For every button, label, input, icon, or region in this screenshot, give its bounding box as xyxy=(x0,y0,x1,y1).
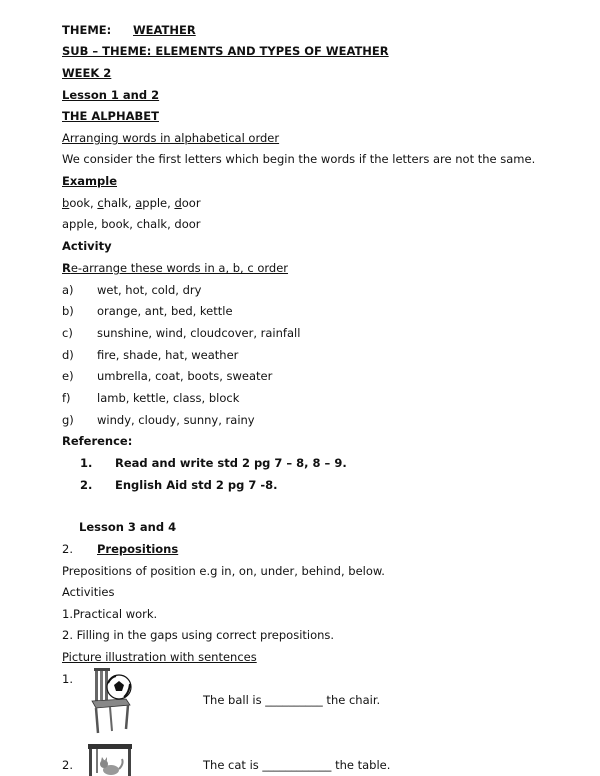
chair-back-slat xyxy=(95,671,98,701)
activities-label: Activities xyxy=(62,585,115,599)
cat-head xyxy=(100,760,108,768)
item-words: umbrella, coat, boots, sweater xyxy=(97,369,273,383)
item-letter: d) xyxy=(62,348,74,362)
item-words: windy, cloudy, sunny, rainy xyxy=(97,413,255,427)
table-top xyxy=(88,744,132,749)
activity-instruction-rest: e-arrange these words in a, b, c order xyxy=(70,261,289,275)
list-item xyxy=(62,326,562,340)
chair-leg xyxy=(96,708,98,733)
chair-back-slat xyxy=(100,670,103,700)
item-letter: c) xyxy=(62,326,73,340)
example-first-letter: c xyxy=(97,196,104,210)
item-words: orange, ant, bed, kettle xyxy=(97,304,233,318)
exercise-number: 1. xyxy=(62,672,73,686)
activity-instruction xyxy=(62,261,288,275)
sub-theme: SUB – THEME: ELEMENTS AND TYPES OF WEATHER xyxy=(62,44,389,58)
reference-text: English Aid std 2 pg 7 -8. xyxy=(115,478,278,492)
table-with-cat-picture xyxy=(86,742,136,776)
activity-item: 1.Practical work. xyxy=(62,607,158,621)
example-first-letter: d xyxy=(174,196,182,210)
example-word-rest: ook, xyxy=(69,196,98,210)
activity-item: 2. Filling in the gaps using correct prepositions. xyxy=(62,628,335,642)
example-words xyxy=(62,196,201,210)
chair-leg xyxy=(126,705,128,729)
reference-label: Reference: xyxy=(62,434,133,448)
prepositions-title: Prepositions xyxy=(97,542,179,556)
illustration-label: Picture illustration with sentences xyxy=(62,650,257,664)
theme-value: WEATHER xyxy=(133,23,196,37)
list-item xyxy=(62,283,562,297)
chair-back-top xyxy=(94,668,110,671)
example-word-rest: oor xyxy=(181,196,201,210)
list-item xyxy=(62,348,562,362)
activity-label: Activity xyxy=(62,239,112,253)
example-first-letter: b xyxy=(62,196,70,210)
topic-heading: THE ALPHABET xyxy=(62,109,159,123)
example-word-rest: halk, xyxy=(103,196,136,210)
item-letter: f) xyxy=(62,391,71,405)
list-item xyxy=(62,304,562,318)
item-words: fire, shade, hat, weather xyxy=(97,348,239,362)
reference-text: Read and write std 2 pg 7 – 8, 8 – 9. xyxy=(115,456,347,470)
item-letter: g) xyxy=(62,413,74,427)
alphabet-rule: We consider the first letters which begin the words if the letters are not the same. xyxy=(62,152,536,166)
reference-number: 2. xyxy=(80,478,93,492)
list-item xyxy=(62,391,562,405)
prepositions-heading xyxy=(62,542,562,556)
week-heading: WEEK 2 xyxy=(62,66,112,80)
table-leg xyxy=(96,749,98,773)
reference-number: 1. xyxy=(80,456,93,470)
item-letter: e) xyxy=(62,369,74,383)
table-leg xyxy=(89,749,92,776)
chair-leg xyxy=(110,707,112,731)
example-word-rest: pple, xyxy=(142,196,175,210)
example-answer: apple, book, chalk, door xyxy=(62,217,201,231)
exercise-number: 2. xyxy=(62,758,73,772)
cat-tail xyxy=(119,759,123,769)
chair-with-ball-picture xyxy=(86,665,136,735)
list-item xyxy=(62,413,562,427)
table-leg xyxy=(128,749,131,776)
item-words: lamb, kettle, class, block xyxy=(97,391,240,405)
theme-label: THEME: xyxy=(62,23,112,37)
exercise-sentence: The ball is __________ the chair. xyxy=(203,693,381,707)
item-words: wet, hot, cold, dry xyxy=(97,283,202,297)
example-label: Example xyxy=(62,174,117,188)
prepositions-definition: Prepositions of position e.g in, on, under, behind, below. xyxy=(62,564,385,578)
item-letter: a) xyxy=(62,283,74,297)
lesson-heading: Lesson 1 and 2 xyxy=(62,88,160,102)
lesson-3-4-heading: Lesson 3 and 4 xyxy=(79,520,177,534)
exercise-sentence: The cat is ____________ the table. xyxy=(203,758,391,772)
item-letter: b) xyxy=(62,304,74,318)
item-words: sunshine, wind, cloudcover, rainfall xyxy=(97,326,301,340)
section-number: 2. xyxy=(62,542,73,556)
list-item xyxy=(62,369,562,383)
chair-seat xyxy=(92,699,130,708)
alphabet-subheading: Arranging words in alphabetical order xyxy=(62,131,280,145)
activity-first-letter: R xyxy=(62,261,71,275)
example-first-letter: a xyxy=(135,196,143,210)
